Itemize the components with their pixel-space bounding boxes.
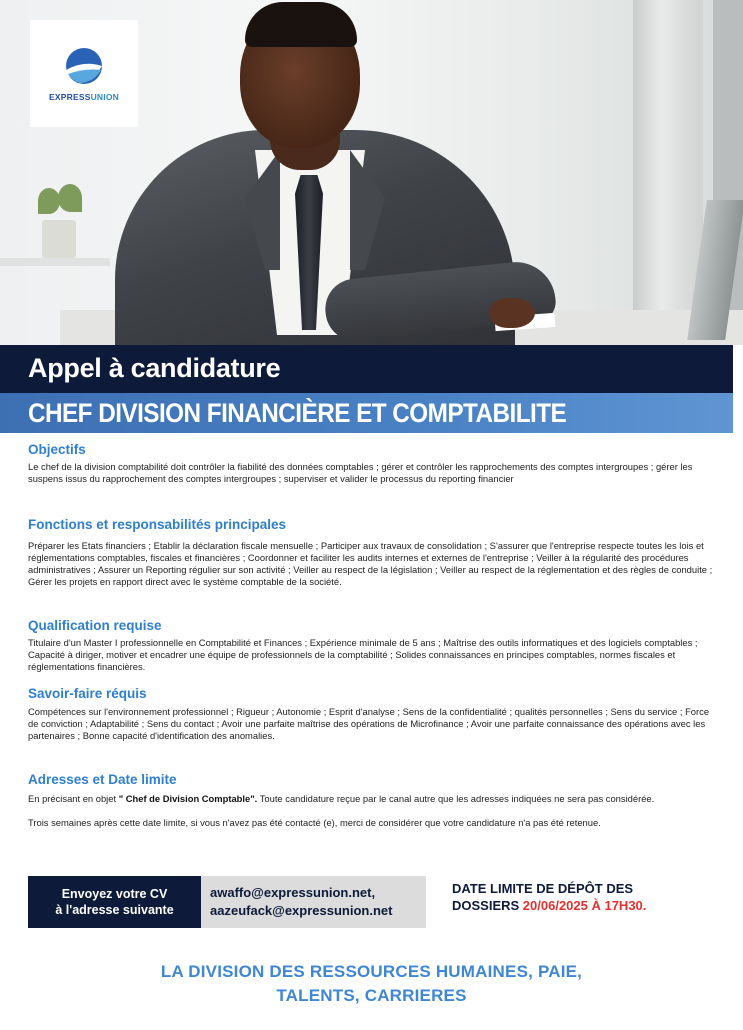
logo-globe-icon <box>64 46 104 86</box>
plant-leaf <box>58 184 82 212</box>
section-adresses <box>28 772 718 829</box>
subtitle-band <box>0 393 733 433</box>
section-heading: Qualification requise <box>28 618 162 633</box>
background-window <box>633 0 703 345</box>
section-heading: Fonctions et responsabilités principales <box>28 517 287 532</box>
photo-credit-mark <box>721 353 727 383</box>
section-fonctions <box>28 517 718 588</box>
job-title: CHEF DIVISION FINANCIÈRE ET COMPTABILITE <box>28 398 567 428</box>
plant-pot <box>42 220 76 258</box>
section-heading: Objectifs <box>28 442 86 457</box>
email-addresses <box>201 876 426 928</box>
page-title: Appel à candidature <box>28 353 281 383</box>
background-shelf <box>0 258 110 266</box>
company-logo <box>30 20 138 127</box>
logo-wordmark: EXPRESSUNION <box>49 91 119 102</box>
section-text: Titulaire d'un Master I professionnelle en Comptabilité et Finances ; Expérience minimale de 5 ans ; Maîtrise des outils informatiques et des logiciels comptables ; Capacité à diriger, motiver et encadrer une équipe de professionnels de la comptabilité ; Solides connaissances en principes comptables, normes fiscales et réglementations financières. <box>28 637 698 672</box>
email-link[interactable]: awaffo@expressunion.net, <box>210 885 376 900</box>
section-objectifs <box>28 442 718 485</box>
businessman-figure <box>95 0 565 345</box>
section-text: Le chef de la division comptabilité doit contrôler la fiabilité des données comptables ; gérer et contrôler les rapprochements des comptes intergroupes ; gérer les suspens issus du rapprochement des comptes intergroupes ; superviser et valider le processus du reporting financier <box>28 461 693 484</box>
section-text: Compétences sur l'environnement professionnel ; Rigueur ; Autonomie ; Esprit d'analyse ; Sens de la confidentialité ; qualités personnelles ; Sens du service ; Force de conviction ; Adaptabilité ; Sens du contact ; Avoir une parfaite maîtrise des opérations de Microfinance ; Avoir une parfaite connaissance des opérations avec les partenaires ; Bonne capacité d'identification des anomalies. <box>28 706 710 741</box>
section-heading: Adresses et Date limite <box>28 772 177 787</box>
deadline-date: 20/06/2025 À 17H30. <box>522 898 647 913</box>
section-heading: Savoir-faire réquis <box>28 686 147 701</box>
section-text: Préparer les Etats financiers ; Etablir la déclaration fiscale mensuelle ; Participer aux travaux de consolidation ; S'assurer que l'entreprise respecte toutes les lois et réglementations comptables, fiscales et financières ; Coordonner et faciliter les audits internes et externes de l'entreprise ; Veiller à la régularité des procédures administratives ; Assurer un Reporting régulier sur son activité ; Veiller au respect de la législation ; Veiller au respect de la réglementation et des règles de conduite ; Gérer les projets en rapport direct avec le système comptable de la société. <box>28 540 713 587</box>
deadline-notice: DATE LIMITE DE DÉPÔT DES DOSSIERS 20/06/2025 À 17H30. <box>452 881 647 913</box>
send-cv-label: Envoyez votre CV à l'adresse suivante <box>28 876 201 928</box>
section-text: En précisant en objet " Chef de Division Comptable". Toute candidature reçue par le canal autre que les adresses indiquées ne sera pas considérée. <box>28 793 655 804</box>
section-savoir-faire <box>28 686 718 742</box>
footer-department: LA DIVISION DES RESSOURCES HUMAINES, PAIE, TALENTS, CARRIERES <box>160 962 583 1005</box>
title-band <box>0 345 733 393</box>
section-text: Trois semaines après cette date limite, si vous n'avez pas été contacté (e), merci de considérer que votre candidature n'a pas été retenue. <box>28 817 601 828</box>
section-qualification <box>28 618 718 673</box>
plant-leaf <box>38 188 60 214</box>
email-link[interactable]: aazeufack@expressunion.net <box>210 903 393 918</box>
subject-line: " Chef de Division Comptable". <box>118 793 258 804</box>
